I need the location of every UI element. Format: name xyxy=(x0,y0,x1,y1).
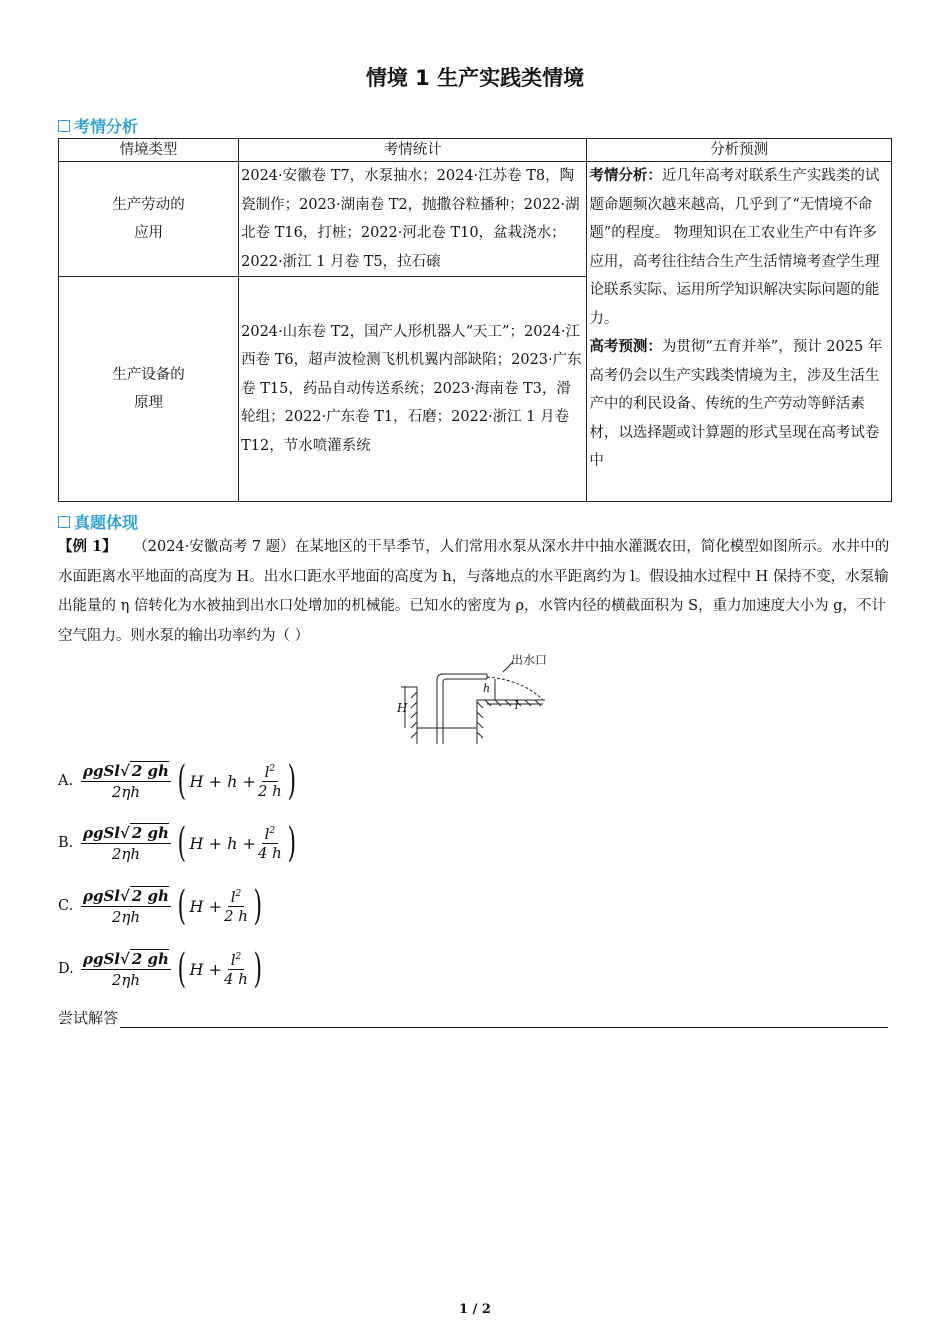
fraction-numerator: ρgSl xyxy=(83,887,120,905)
option-terms: H + xyxy=(189,959,222,979)
small-fraction-denominator: 2 h xyxy=(257,781,282,800)
option-small-fraction: $\frac{l^2}{2 h}$ xyxy=(257,762,282,800)
small-fraction-denominator: 2 h xyxy=(223,906,248,925)
label-l: l xyxy=(515,699,519,712)
radicand: 2 gh xyxy=(131,950,169,968)
row-type-cell xyxy=(59,277,239,502)
option-a[interactable]: A. ρgSl√ 2 gh 2ηh ( H + h + $\frac{l^2}{2 h}$ ) xyxy=(58,758,296,804)
small-fraction-numerator: l xyxy=(264,824,270,843)
label-H: H xyxy=(397,701,408,715)
option-c[interactable]: C. ρgSl√ 2 gh 2ηh ( H + $\frac{l^2}{2 h}$ ) xyxy=(58,883,263,929)
row-type-cell xyxy=(59,162,239,277)
option-terms: H + xyxy=(189,896,222,916)
option-fraction xyxy=(81,886,171,926)
small-fraction-denominator: 4 h xyxy=(223,969,248,988)
outlet-label: 出水口 xyxy=(511,653,548,667)
row-stats-cell: 2024·安徽卷 T7，水泵抽水；2024·江苏卷 T8，陶瓷制作；2023·湖南卷 T2，抛撒谷粒播种；2022·湖北卷 T16，打桩；2022·河北卷 T10，盆栽浇水；2022·浙江 1 月卷 T5，拉石磙 xyxy=(239,162,587,277)
option-letter: B. xyxy=(58,835,74,851)
checkbox-square-icon xyxy=(58,516,70,528)
example-label: 【例 1】 xyxy=(58,538,117,555)
option-fraction xyxy=(81,761,171,801)
sqrt-icon: √ 2 gh xyxy=(120,950,169,968)
sqrt-icon: √ 2 gh xyxy=(120,824,169,842)
row-type-text: 生产设备的原理 xyxy=(112,367,185,411)
small-fraction-denominator: 4 h xyxy=(257,843,282,862)
option-letter: D. xyxy=(58,961,74,977)
section-heading-label: 考情分析 xyxy=(74,117,139,136)
example-question xyxy=(58,532,892,651)
analysis-text: 近几年高考对联系生产实践类的试题命题频次越来越高，几乎到了“无情境不命题”的程度。 物理知识在工农业生产中有许多应用，高考往往结合生产生活情境考查学生理论联系实际、运用所学知识解决实际问题的能力。 xyxy=(589,168,880,327)
radicand: 2 gh xyxy=(131,762,169,780)
small-fraction-numerator: l xyxy=(230,950,236,969)
option-small-fraction: $\frac{l^2}{4 h}$ xyxy=(257,824,282,862)
prediction-cell xyxy=(587,162,892,502)
option-b[interactable]: B. ρgSl√ 2 gh 2ηh ( H + h + $\frac{l^2}{4 h}$ ) xyxy=(58,820,296,866)
fraction-denominator: 2ηh xyxy=(111,908,141,926)
option-d[interactable]: D. ρgSl√ 2 gh 2ηh ( H + $\frac{l^2}{4 h}$ ) xyxy=(58,946,263,992)
option-letter: C. xyxy=(58,898,74,914)
answer-area xyxy=(58,1007,888,1028)
small-fraction-numerator: l xyxy=(230,887,236,906)
page-title: 情境 1 生产实践类情境 xyxy=(365,66,585,90)
section-heading-label: 真题体现 xyxy=(74,513,139,532)
option-small-fraction: $\frac{l^2}{2 h}$ xyxy=(223,887,248,925)
header-stats: 考情统计 xyxy=(239,139,587,162)
fraction-denominator: 2ηh xyxy=(111,845,141,863)
answer-label: 尝试解答 xyxy=(58,1009,119,1027)
fraction-numerator: ρgSl xyxy=(83,950,120,968)
option-small-fraction: $\frac{l^2}{4 h}$ xyxy=(223,950,248,988)
table-row xyxy=(59,162,892,277)
label-h: h xyxy=(483,682,491,695)
example-source: （2024·安徽高考 7 题） xyxy=(133,539,295,555)
forecast-text: 为贯彻“五育并举”，预计 2025 年高考仍会以生产实践类情境为主，涉及生活生产中的利民设备、传统的生产劳动等鲜活素材，以选择题或计算题的形式呈现在高考试卷中 xyxy=(589,339,883,469)
example-text: 在某地区的干旱季节，人们常用水泵从深水井中抽水灌溉农田，简化模型如图所示。水井中的水面距离水平地面的高度为 H。出水口距水平地面的高度为 h，与落地点的水平距离约为 l。假设抽水过程中 H 保持不变，水泵输出能量的 η 倍转化为水被抽到出水口处增加的机械能。已知水的密度为 ρ，水管内径的横截面积为 S，重力加速度大小为 g，不计空气阻力。则水泵的输出功率约为（ ） xyxy=(58,539,890,644)
fraction-numerator: ρgSl xyxy=(83,824,120,842)
forecast-label: 高考预测： xyxy=(589,338,662,355)
small-fraction-numerator: l xyxy=(264,762,270,781)
header-type: 情境类型 xyxy=(59,139,239,162)
section-heading-exam xyxy=(58,510,138,533)
checkbox-square-icon xyxy=(58,120,70,132)
row-type-text: 生产劳动的应用 xyxy=(112,197,185,241)
option-fraction xyxy=(81,823,171,863)
option-fraction xyxy=(81,949,171,989)
option-terms: H + h + xyxy=(189,833,256,853)
sqrt-icon: √ 2 gh xyxy=(120,762,169,780)
answer-input-line[interactable] xyxy=(120,1011,888,1028)
analysis-label: 考情分析： xyxy=(589,167,662,184)
analysis-table xyxy=(58,138,892,502)
option-letter: A. xyxy=(58,773,74,789)
sqrt-icon: √ 2 gh xyxy=(120,887,169,905)
fraction-denominator: 2ηh xyxy=(111,783,141,801)
radicand: 2 gh xyxy=(131,887,169,905)
row-stats-cell: 2024·山东卷 T2，国产人形机器人“天工”；2024·江西卷 T6，超声波检测飞机机翼内部缺陷；2023·广东卷 T15，药品自动传送系统；2023·海南卷 T3，滑轮组；2022·广东卷 T1，石磨；2022·浙江 1 月卷 T12，节水喷灌系统 xyxy=(239,277,587,502)
fraction-numerator: ρgSl xyxy=(83,762,120,780)
table-header-row xyxy=(59,139,892,162)
pump-diagram xyxy=(395,652,555,752)
radicand: 2 gh xyxy=(131,824,169,842)
option-terms: H + h + xyxy=(189,771,256,791)
fraction-denominator: 2ηh xyxy=(111,971,141,989)
page-number: 1 / 2 xyxy=(459,1302,491,1317)
header-prediction: 分析预测 xyxy=(587,139,892,162)
section-heading-analysis xyxy=(58,114,138,137)
